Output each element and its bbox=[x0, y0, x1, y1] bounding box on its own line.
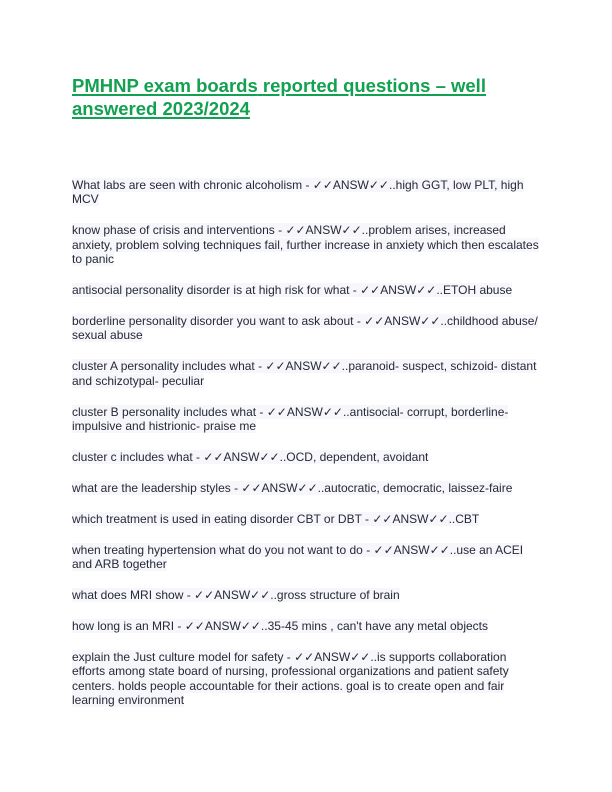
qa-text: cluster c includes what - ✓✓ANSW✓✓..OCD, dependent, avoidant bbox=[72, 449, 429, 464]
qa-text: cluster A personality includes what - ✓✓ANSW✓✓..paranoid- suspect, schizoid- distant and schizotypal- peculiar bbox=[72, 359, 537, 388]
qa-item bbox=[72, 481, 542, 495]
qa-text: What labs are seen with chronic alcoholism - ✓✓ANSW✓✓..high GGT, low PLT, high MCV bbox=[72, 178, 524, 207]
qa-item bbox=[72, 650, 542, 708]
qa-text: antisocial personality disorder is at high risk for what - ✓✓ANSW✓✓..ETOH abuse bbox=[72, 283, 513, 298]
document-title-part: PMHNP exam boards bbox=[72, 75, 258, 96]
qa-text: know phase of crisis and interventions - ✓✓ANSW✓✓..problem arises, increased anxiety, problem solving techniques fail, further increase in anxiety which then escalates to panic bbox=[72, 223, 539, 267]
qa-item bbox=[72, 405, 542, 434]
qa-item bbox=[72, 619, 542, 633]
qa-text: when treating hypertension what do you not want to do - ✓✓ANSW✓✓..use an ACEI and ARB together bbox=[72, 542, 524, 571]
qa-text: what are the leadership styles - ✓✓ANSW✓✓..autocratic, democratic, laissez-faire bbox=[72, 480, 513, 495]
qa-item bbox=[72, 178, 542, 207]
qa-item bbox=[72, 314, 542, 343]
qa-item bbox=[72, 283, 542, 297]
qa-text: explain the Just culture model for safety - ✓✓ANSW✓✓..is supports collaboration efforts among state board of nursing, professional organizations and patient safety centers. holds people accountable for their actions. goal is to create open and fair learning environment bbox=[72, 649, 509, 707]
qa-list bbox=[72, 178, 542, 724]
qa-text: how long is an MRI - ✓✓ANSW✓✓..35-45 mins , can't have any metal objects bbox=[72, 618, 489, 633]
qa-item bbox=[72, 512, 542, 526]
document-title-part: reported questions – well answered 2023/2024 bbox=[72, 75, 486, 119]
qa-item bbox=[72, 450, 542, 464]
document-title bbox=[72, 74, 542, 120]
qa-item bbox=[72, 588, 542, 602]
qa-item bbox=[72, 543, 542, 572]
qa-text: cluster B personality includes what - ✓✓ANSW✓✓..antisocial- corrupt, borderline- impulsive and histrionic- praise me bbox=[72, 404, 509, 433]
qa-text: which treatment is used in eating disorder CBT or DBT - ✓✓ANSW✓✓..CBT bbox=[72, 511, 480, 526]
qa-item bbox=[72, 223, 542, 266]
qa-text: borderline personality disorder you want to ask about - ✓✓ANSW✓✓..childhood abuse/ sexual abuse bbox=[72, 313, 538, 343]
qa-text: what does MRI show - ✓✓ANSW✓✓..gross structure of brain bbox=[72, 587, 400, 602]
qa-item bbox=[72, 359, 542, 388]
